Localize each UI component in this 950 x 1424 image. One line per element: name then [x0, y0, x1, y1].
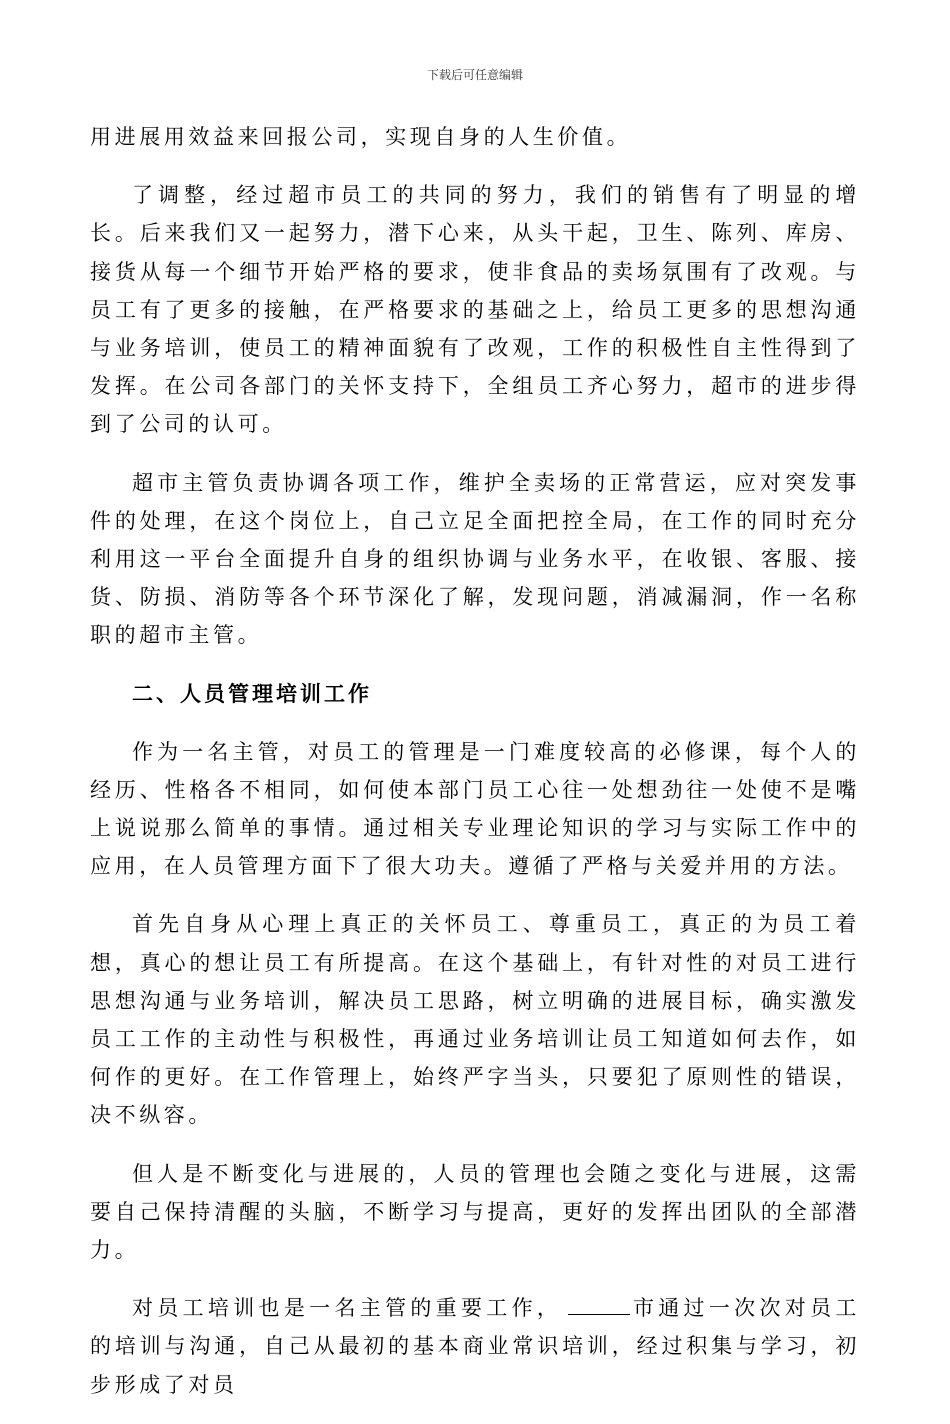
paragraph-sales-growth: 了调整，经过超市员工的共同的努力，我们的销售有了明显的增长。后来我们又一起努力，潜下心来，从头干起，卫生、陈列、库房、接货从每一个细节开始严格的要求，使非食品的卖场氛围有了改观。与员工有了更多的接触，在严格要求的基础之上，给员工更多的思想沟通与业务培训，使员工的精神面貌有了改观，工作的积极性自主性得到了发挥。在公司各部门的关怀支持下，全组员工齐心努力，超市的进步得到了公司的认可。 [90, 183, 860, 437]
header-note: 下载后可任意编辑 [426, 68, 523, 82]
paragraph-supervisor-duties: 超市主管负责协调各项工作，维护全卖场的正常营运，应对突发事件的处理，在这个岗位上，自己立足全面把控全局，在工作的同时充分利用这一平台全面提升自身的组织协调与业务水平，在收银、客服、接货、防损、消防等各个环节深化了解，发现问题，消减漏洞，作一名称职的超市主管。 [90, 470, 860, 648]
fill-in-blank [568, 1294, 630, 1315]
document-body [90, 118, 860, 1424]
section-heading: 二、人员管理培训工作 [132, 681, 372, 706]
paragraph-caring-staff: 首先自身从心理上真正的关怀员工、尊重员工，真正的为员工着想，真心的想让员工有所提高。在这个基础上，有针对性的对员工进行思想沟通与业务培训，解决员工思路，树立明确的进展目标，确实激发员工工作的主动性与积极性，再通过业务培训让员工知道如何去作，如何作的更好。在工作管理上，始终严字当头，只要犯了原则性的错误，决不纵容。 [90, 912, 860, 1128]
training-text-before-blank: 对员工培训也是一名主管的重要工作， [132, 1296, 563, 1321]
paragraph-staff-management: 作为一名主管，对员工的管理是一门难度较高的必修课，每个人的经历、性格各不相同，如何使本部门员工心往一处想劲往一处使不是嘴上说说那么简单的事情。通过相关专业理论知识的学习与实际工作中的应用，在人员管理方面下了很大功夫。遵循了严格与关爱并用的方法。 [90, 739, 860, 879]
paragraph-continuous-change: 但人是不断变化与进展的，人员的管理也会随之变化与进展，这需要自己保持清醒的头脑，不断学习与提高，更好的发挥出团队的全部潜力。 [90, 1161, 860, 1263]
paragraph-continuation: 用进展用效益来回报公司，实现自身的人生价值。 [90, 125, 632, 149]
paragraph-staff-training [90, 1289, 860, 1404]
training-text-after-blank: 市通过一次次对员工的培训与沟通，自己从最初的基本商业常识培训，经过积集与学习，初步形成了对员 [90, 1296, 860, 1397]
